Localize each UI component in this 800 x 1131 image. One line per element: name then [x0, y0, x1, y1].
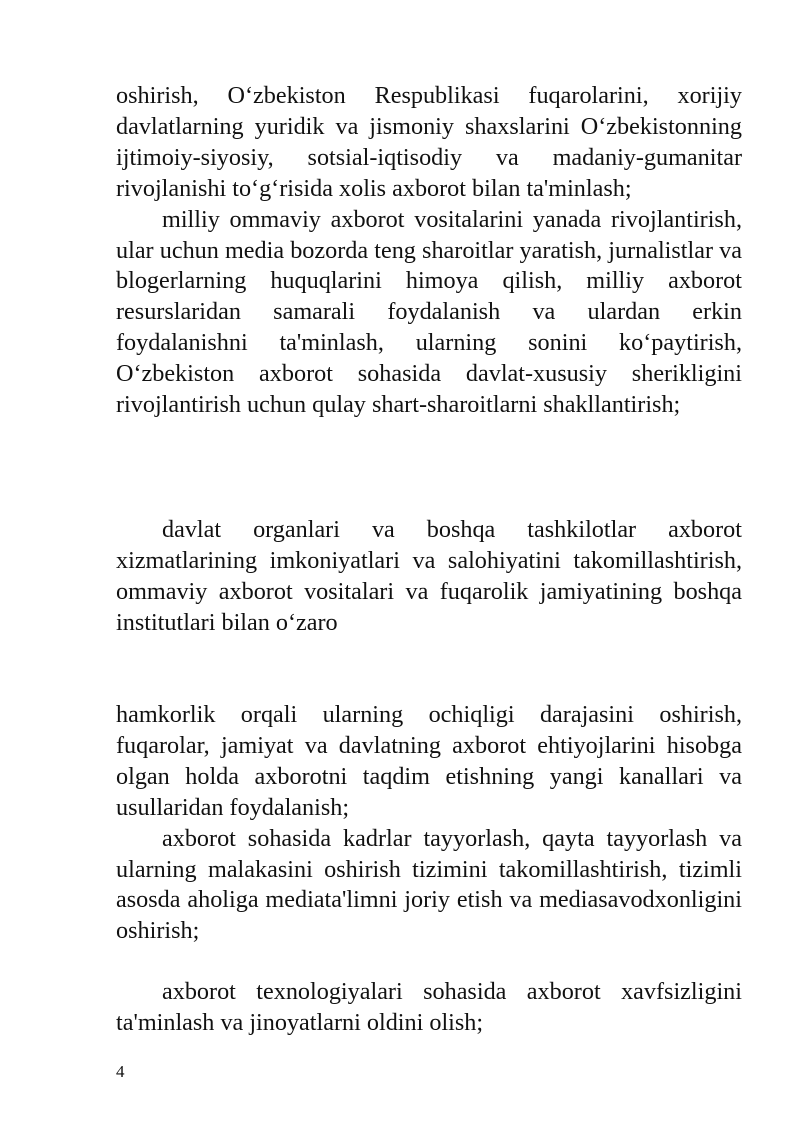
text-block-4: [116, 977, 742, 1039]
paragraph-3: davlat organlari va boshqa tashkilotlar axborot xizmatlarining imkoniyatlari va salohiyatini takomillashtirish, ommaviy axborot vositalari va fuqarolik jamiyatining boshqa institutlari bilan o‘zaro: [116, 516, 742, 636]
paragraph-4: hamkorlik orqali ularning ochiqligi darajasini oshirish, fuqarolar, jamiyat va davlatning axborot ehtiyojlarini hisobga olgan holda axborotni taqdim etishning yangi kanallari va usullaridan foydalanish;: [116, 701, 742, 821]
text-block-3: [116, 700, 742, 947]
text-block-1: [116, 81, 742, 421]
page-number: 4: [116, 1062, 125, 1081]
paragraph-1: oshirish, O‘zbekiston Respublikasi fuqarolarini, xorijiy davlatlarning yuridik va jismoniy shaxslarini O‘zbekistonning ijtimoiy-siyosiy, sotsial-iqtisodiy va madaniy-gumanitar rivojlanishi to‘g‘risida xolis axborot bilan ta'minlash;: [116, 82, 742, 202]
paragraph-6: axborot texnologiyalari sohasida axborot xavfsizligini ta'minlash va jinoyatlarni oldini olish;: [116, 978, 742, 1036]
text-block-2: [116, 515, 742, 639]
paragraph-5: axborot sohasida kadrlar tayyorlash, qayta tayyorlash va ularning malakasini oshirish tizimini takomillashtirish, tizimli asosda aholiga mediata'limni joriy etish va mediasavodxonligini oshirish;: [116, 824, 742, 945]
paragraph-2: milliy ommaviy axborot vositalarini yanada rivojlantirish, ular uchun media bozorda teng sharoitlar yaratish, jurnalistlar va blogerlarning huquqlarini himoya qilish, milliy axborot resurslaridan samarali foydalanish va ulardan erkin foydalanishni ta'minlash, ularning sonini ko‘paytirish, O‘zbekiston axborot sohasida davlat-xususiy sherikligini rivojlantirish uchun qulay shart-sharoitlarni shakllantirish;: [116, 205, 742, 419]
